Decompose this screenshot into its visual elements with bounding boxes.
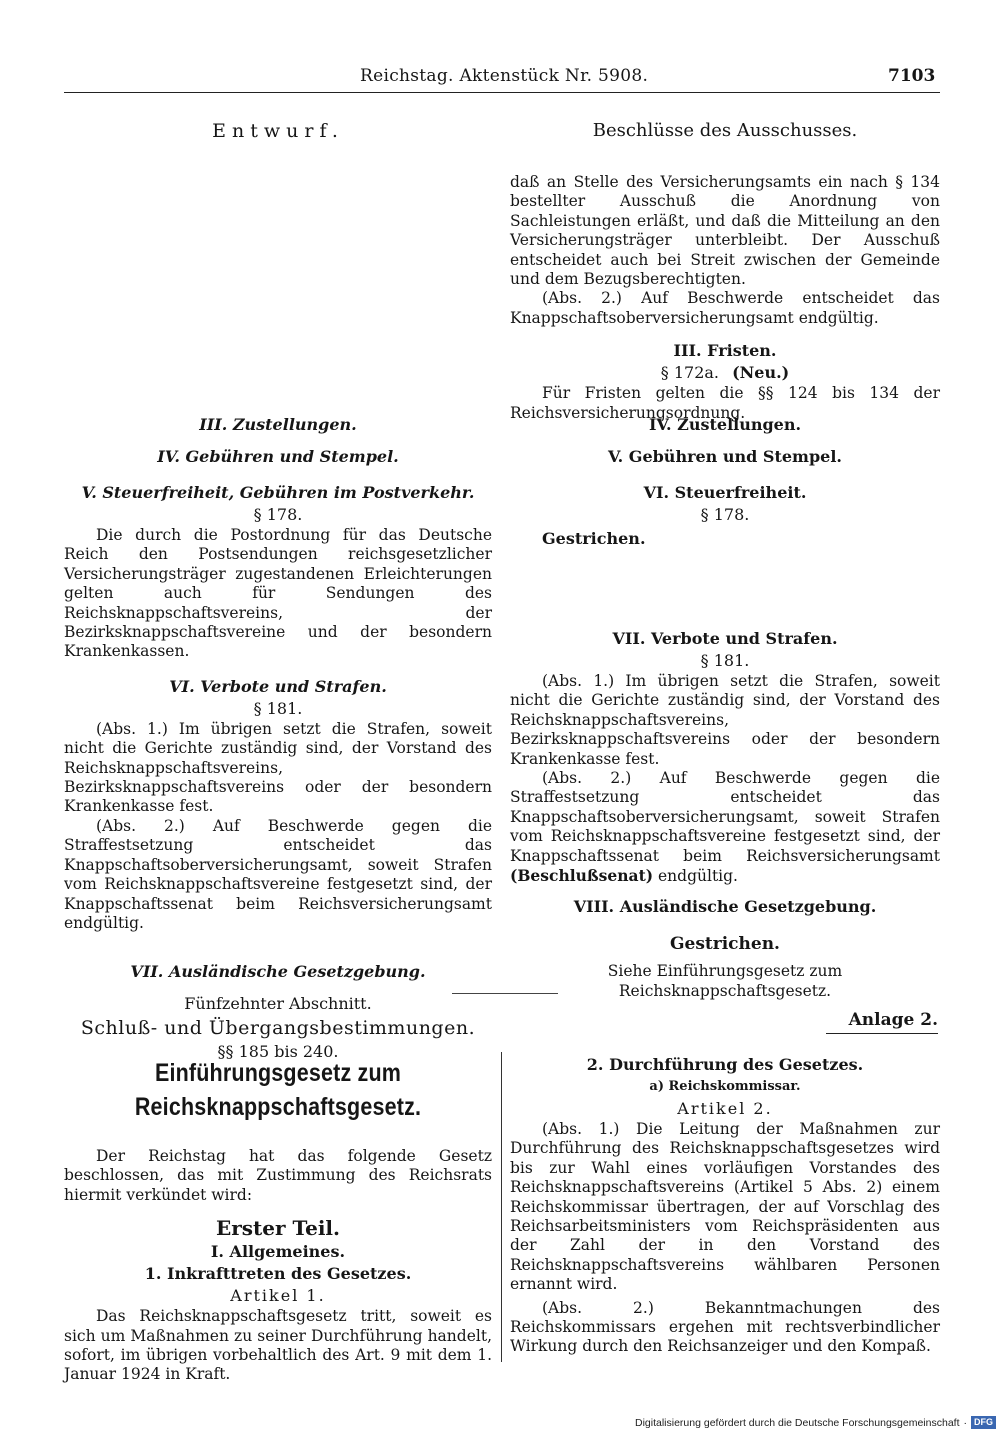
heading-text: III. Zustellungen. (199, 415, 357, 434)
section-number (510, 362, 940, 384)
credit-text: Digitalisierung gefördert durch die Deutsche Forschungsgemeinschaft (634, 1416, 960, 1429)
paragraph: (Abs. 2.) Auf Beschwerde entscheidet das Knappschaftsoberversicherungsamt endgültig. (510, 289, 940, 327)
section-number: § 178. (700, 505, 750, 524)
section-number: § 178. (253, 505, 303, 524)
section-heading (64, 446, 492, 468)
chapter-label: Fünfzehnter Abschnitt. (184, 994, 372, 1014)
chapter-title: Schluß- und Übergangsbestimmungen. (80, 1017, 476, 1040)
right-column-heading: Beschlüsse des Ausschusses. (592, 120, 858, 141)
preamble: Der Reichstag hat das folgende Gesetz beschlossen, das mit Zustimmung des Reichsrats hiermit verkündet wird: (64, 1147, 492, 1204)
paragraph-text: endgültig. (658, 867, 738, 886)
column-divider (501, 1052, 502, 1362)
page-number: 7103 (888, 66, 936, 86)
article-heading: Artikel 2. (677, 1099, 773, 1118)
left-mid-block (64, 414, 492, 1063)
paragraph: (Abs. 1.) Im übrigen setzt die Strafen, soweit nicht die Gerichte zuständig sind, der Vorstand des Reichsknappschaftsvereins, Bezirksknappschaftsvereins oder der besondern Krankenkasse fest. (510, 672, 940, 768)
section-label: § 172a. (660, 363, 719, 383)
section-heading (64, 482, 492, 504)
separator-rule (452, 993, 558, 994)
dfg-logo-icon: DFG (971, 1416, 996, 1429)
section-heading: V. Gebühren und Stempel. (608, 447, 842, 466)
cross-reference: Siehe Einführungsgesetz zum Reichsknappschaftsgesetz. (607, 962, 843, 1000)
paragraph: (Abs. 1.) Die Leitung der Maßnahmen zur Durchführung des Reichsknappschaftsgesetzes wird bis zur Wahl eines vorläufigen Vorstandes des Reichsknappschaftsvereins (Artikel 5 Abs. 2) einem Reichskommissar übertragen, der auf Vorschlag des Reichsarbeitsministers vom Reichspräsidenten aus der Zahl der in den Vorstand des Reichsknappschaftsvereins wählbaren Personen ernannt wird. (510, 1120, 940, 1294)
section-heading: VIII. Ausländische Gesetzgebung. (573, 897, 877, 917)
section-heading: VI. Steuerfreiheit. (643, 483, 807, 502)
right-top-block (510, 173, 940, 423)
paragraph-range: §§ 185 bis 240. (217, 1042, 339, 1062)
heading-text: IV. Gebühren und Stempel. (157, 447, 399, 466)
bottom-right-block (510, 1054, 940, 1357)
paragraph: (Abs. 1.) Im übrigen setzt die Strafen, soweit nicht die Gerichte zuständig sind, der Vorstand des Reichsknappschaftsvereins, Bezirksknappschaftsvereins oder der besondern Krankenkasse fest. (64, 719, 492, 816)
footer-credit (610, 1416, 996, 1429)
section-heading (64, 676, 492, 698)
paragraph-text: (Abs. 2.) Auf Beschwerde gegen die Straffestsetzung entscheidet das Knappschaftsoberversicherungsamt, soweit Strafen vom Reichsknappschaftsvereine festgesetzt sind, der Knappschaftssenat beim Reichsversicherungsamt (510, 769, 940, 865)
bottom-left-block (64, 1056, 492, 1385)
section-number: § 181. (253, 698, 303, 718)
section-heading: I. Allgemeines. (210, 1242, 346, 1262)
heading-text: VI. Verbote und Strafen. (169, 676, 387, 696)
section-heading (64, 961, 492, 983)
section-heading (64, 414, 492, 436)
subsection-heading: a) Reichskommissar. (649, 1079, 801, 1094)
paragraph: Für Fristen gelten die §§ 124 bis 134 der Reichsversicherungsordnung. (510, 384, 940, 422)
law-title (64, 1056, 492, 1127)
section-heading: III. Fristen. (673, 341, 777, 361)
paragraph (510, 769, 940, 886)
paragraph: Das Reichsknappschaftsgesetz tritt, soweit es sich um Maßnahmen zu seiner Durchführung handelt, sofort, im übrigen vorbehaltlich des Art. 9 mit dem 1. Januar 1924 in Kraft. (64, 1307, 492, 1384)
section-number: § 181. (700, 651, 750, 670)
part-heading: Erster Teil. (216, 1216, 340, 1241)
struck-note: Gestrichen. (670, 934, 780, 955)
paragraph: (Abs. 2.) Bekanntmachungen des Reichskommissars ergehen mit rechtsverbindlicher Wirkung durch den Reichsanzeiger und den Kompaß. (510, 1298, 940, 1356)
section-heading: 2. Durchführung des Gesetzes. (586, 1055, 864, 1074)
section-heading: IV. Zustellungen. (648, 415, 802, 434)
header-rule (64, 92, 940, 93)
section-heading: 1. Inkrafttreten des Gesetzes. (144, 1264, 412, 1284)
appendix-label: Anlage 2. (848, 1010, 938, 1030)
left-column-heading: Entwurf. (212, 120, 344, 142)
running-title: Reichstag. Aktenstück Nr. 5908. (360, 66, 649, 86)
paragraph: Die durch die Postordnung für das Deutsche Reich den Postsendungen reichsgesetzlicher Versicherungsträger zugestandenen Erleichterungen gelten auch für Sendungen des Reichsknappschaftsvereins, der Bezirksknappschaftsvereine und der besondern Krankenkassen. (64, 526, 492, 661)
appendix-rule (826, 1033, 938, 1034)
article-heading: Artikel 1. (230, 1286, 326, 1306)
struck-note: Gestrichen. (542, 529, 646, 548)
heading-text: VII. Ausländische Gesetzgebung. (130, 962, 426, 982)
credit-separator: · (963, 1416, 967, 1429)
paragraph: (Abs. 2.) Auf Beschwerde gegen die Straffestsetzung entscheidet das Knappschaftsoberversicherungsamt, soweit Strafen vom Reichsknappschaftsvereine festgesetzt sind, der Knappschaftssenat beim Reichsversicherungsamt endgültig. (64, 816, 492, 932)
paragraph: daß an Stelle des Versicherungsamts ein nach § 134 bestellter Ausschuß die Anordnung von Sachleistungen erläßt, und daß die Mitteilung an den Versicherungsträger unterbleibt. Der Ausschuß entscheidet auch bei Streit zwischen der Gemeinde und dem Bezugsberechtigten. (510, 173, 940, 289)
section-heading: VII. Verbote und Strafen. (612, 629, 838, 648)
heading-text: V. Steuerfreiheit, Gebühren im Postverkehr. (81, 483, 475, 502)
right-mid-block (510, 414, 940, 1001)
new-marker: (Neu.) (732, 363, 790, 383)
inserted-term: (Beschlußsenat) (510, 866, 654, 886)
law-title-text: Einführungsgesetz zum Reichsknappschaftsgesetz. (134, 1059, 422, 1121)
